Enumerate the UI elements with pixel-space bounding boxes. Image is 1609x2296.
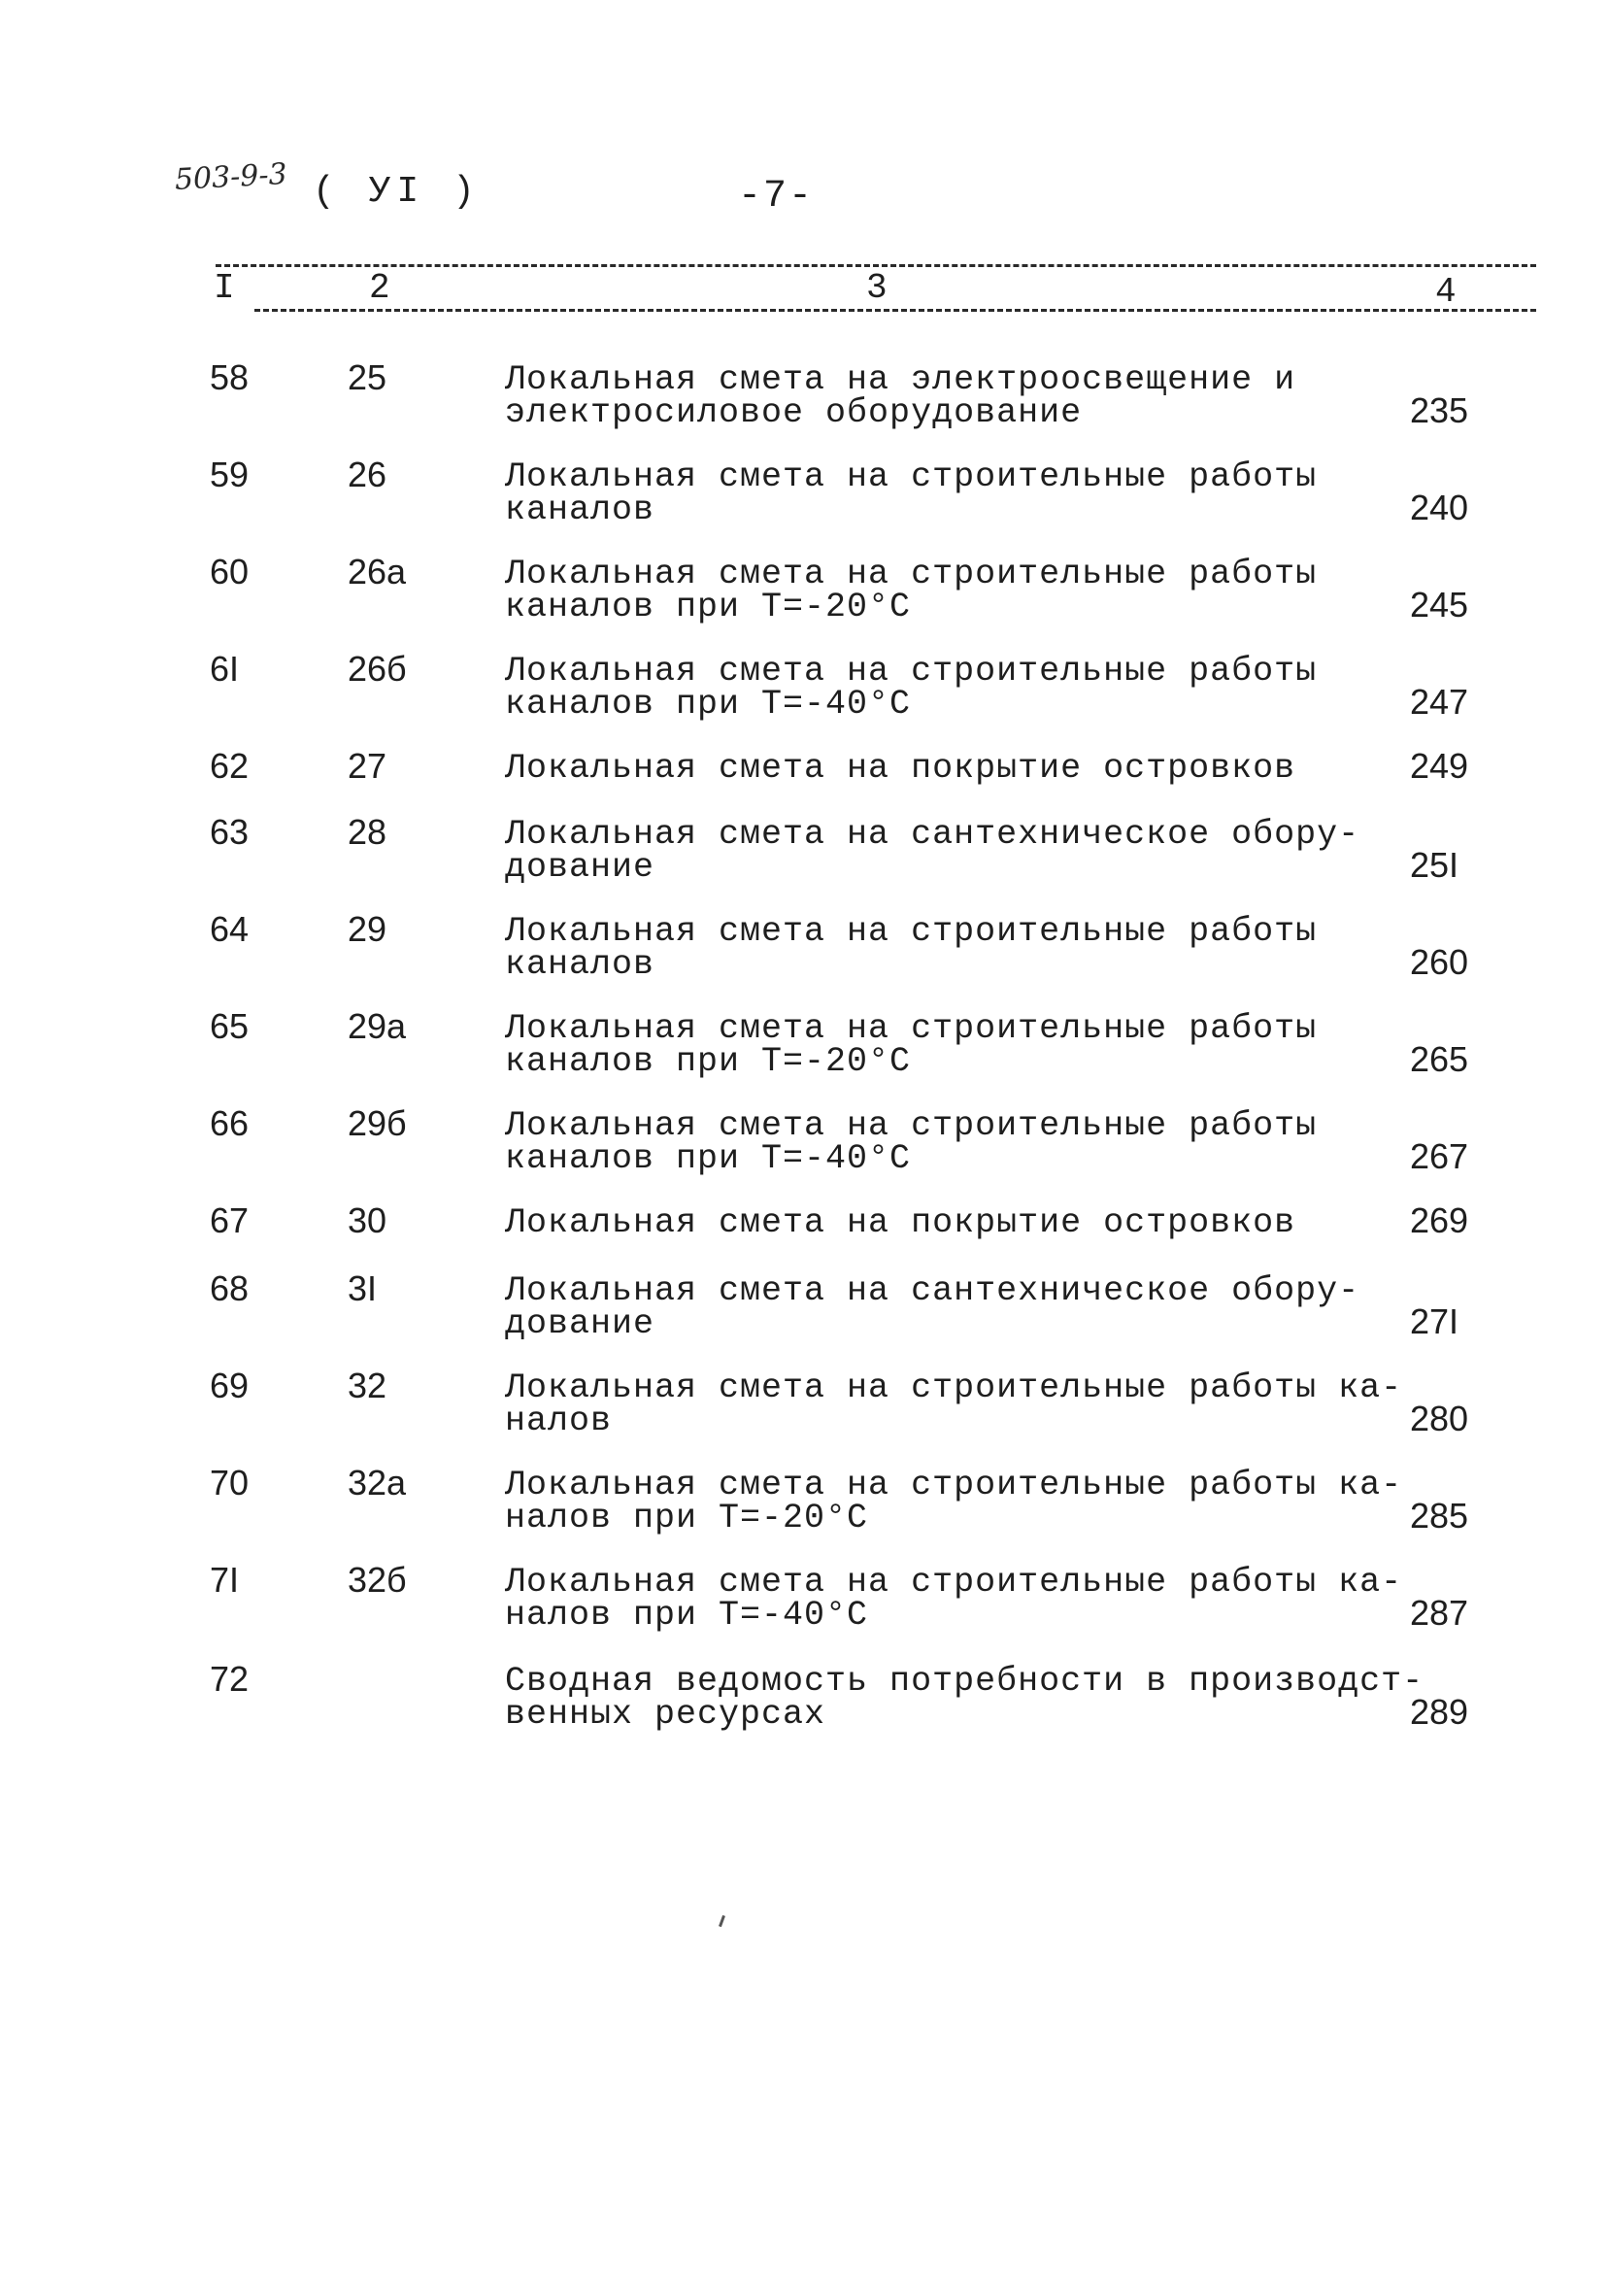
row-reference: 28 — [348, 812, 387, 852]
row-title-line-2: электросиловое оборудование — [505, 393, 1083, 432]
row-title-line-1: Локальная смета на строительные работы — [505, 457, 1318, 496]
row-title — [505, 1368, 1403, 1440]
row-title-line-2: налов при Т=-20°С — [505, 1499, 869, 1537]
row-page: 267 — [1410, 1136, 1469, 1176]
column-header-2: 2 — [369, 268, 390, 308]
row-title-line-2: каналов при Т=-20°С — [505, 1042, 912, 1081]
row-title-line-2: каналов — [505, 945, 655, 984]
scan-mark — [719, 1915, 725, 1927]
row-title — [505, 912, 1379, 984]
row-reference: 29а — [348, 1006, 407, 1046]
column-header-4: 4 — [1435, 272, 1457, 312]
row-reference: 29 — [348, 909, 387, 949]
row-number: 64 — [210, 909, 250, 949]
header-rule-bottom — [254, 309, 1536, 312]
row-number: 59 — [210, 455, 250, 494]
row-title — [505, 557, 1379, 624]
row-title-line-1: Локальная смета на сантехническое обору- — [505, 1271, 1360, 1310]
row-title — [505, 749, 1379, 788]
row-title-line-1: Сводная ведомость потребности в производст- — [505, 1662, 1425, 1701]
row-page: 25I — [1410, 845, 1459, 885]
row-reference: 30 — [348, 1200, 387, 1240]
header-rule-top — [216, 264, 1536, 267]
row-title-line-1: Локальная смета на строительные работы — [505, 1106, 1318, 1145]
row-title-line-2: дование — [505, 848, 655, 887]
row-title-line-2: каналов при Т=-20°С — [505, 588, 912, 626]
row-title-line-2: налов при Т=-40°С — [505, 1596, 869, 1635]
row-page: 287 — [1410, 1593, 1469, 1633]
row-number: 68 — [210, 1268, 250, 1308]
row-number: 60 — [210, 552, 250, 591]
row-page: 285 — [1410, 1496, 1469, 1536]
row-title — [505, 1009, 1379, 1081]
row-title — [505, 815, 1379, 887]
row-title — [505, 1466, 1403, 1537]
row-number: 7I — [210, 1560, 240, 1600]
row-title-line-2: каналов — [505, 490, 655, 529]
row-number: 66 — [210, 1103, 250, 1143]
row-title — [505, 1203, 1379, 1242]
column-header-3: 3 — [866, 268, 888, 308]
row-title-line-1: Локальная смета на электроосвещение и — [505, 360, 1296, 399]
row-reference: 27 — [348, 746, 387, 786]
row-title — [505, 360, 1379, 432]
row-title — [505, 457, 1379, 529]
row-title — [505, 652, 1379, 724]
row-title — [505, 1271, 1379, 1343]
row-number: 58 — [210, 357, 250, 397]
row-title-line-2: каналов при Т=-40°С — [505, 685, 912, 724]
row-title-line-2: каналов при Т=-40°С — [505, 1139, 912, 1178]
row-title-line-1: Локальная смета на строительные работы ка- — [505, 1563, 1403, 1602]
row-title-line-2: дование — [505, 1304, 655, 1343]
row-title — [505, 1106, 1379, 1178]
row-number: 65 — [210, 1006, 250, 1046]
row-reference: 26а — [348, 552, 407, 591]
row-reference: 3I — [348, 1268, 378, 1308]
row-reference: 26 — [348, 455, 387, 494]
page-number: -7- — [738, 175, 815, 219]
row-page: 245 — [1410, 585, 1469, 625]
row-title-line-1: Локальная смета на строительные работы ка- — [505, 1368, 1403, 1407]
row-reference: 29б — [348, 1103, 407, 1143]
row-number: 6I — [210, 649, 240, 689]
row-number: 63 — [210, 812, 250, 852]
row-title-line-2: венных ресурсах — [505, 1695, 826, 1734]
row-reference: 25 — [348, 357, 387, 397]
column-header-1: I — [214, 268, 235, 308]
row-number: 72 — [210, 1659, 250, 1699]
row-title-line-1: Локальная смета на покрытие островков — [505, 749, 1296, 788]
row-page: 280 — [1410, 1399, 1469, 1438]
row-page: 249 — [1410, 746, 1469, 786]
document-code: 503-9-3 — [174, 156, 288, 197]
row-reference: 32б — [348, 1560, 407, 1600]
row-title-line-2: налов — [505, 1401, 613, 1440]
row-title-line-1: Локальная смета на покрытие островков — [505, 1203, 1296, 1242]
row-page: 260 — [1410, 942, 1469, 982]
row-page: 269 — [1410, 1200, 1469, 1240]
row-number: 62 — [210, 746, 250, 786]
row-title-line-1: Локальная смета на строительные работы — [505, 912, 1318, 951]
row-number: 70 — [210, 1463, 250, 1503]
row-page: 247 — [1410, 682, 1469, 722]
row-reference: 32 — [348, 1366, 387, 1405]
row-title — [505, 1662, 1425, 1734]
row-reference: 32а — [348, 1463, 407, 1503]
row-title-line-1: Локальная смета на строительные работы ка- — [505, 1466, 1403, 1504]
row-number: 69 — [210, 1366, 250, 1405]
volume-label: ( УI ) — [313, 171, 481, 213]
row-page: 265 — [1410, 1039, 1469, 1079]
row-page: 27I — [1410, 1301, 1459, 1341]
row-title-line-1: Локальная смета на сантехническое обору- — [505, 815, 1360, 854]
row-page: 289 — [1410, 1692, 1469, 1732]
row-title-line-1: Локальная смета на строительные работы — [505, 1009, 1318, 1048]
row-reference: 26б — [348, 649, 407, 689]
row-title — [505, 1563, 1403, 1635]
row-title-line-1: Локальная смета на строительные работы — [505, 555, 1318, 593]
row-title-line-1: Локальная смета на строительные работы — [505, 652, 1318, 691]
row-page: 235 — [1410, 390, 1469, 430]
row-page: 240 — [1410, 488, 1469, 527]
row-number: 67 — [210, 1200, 250, 1240]
